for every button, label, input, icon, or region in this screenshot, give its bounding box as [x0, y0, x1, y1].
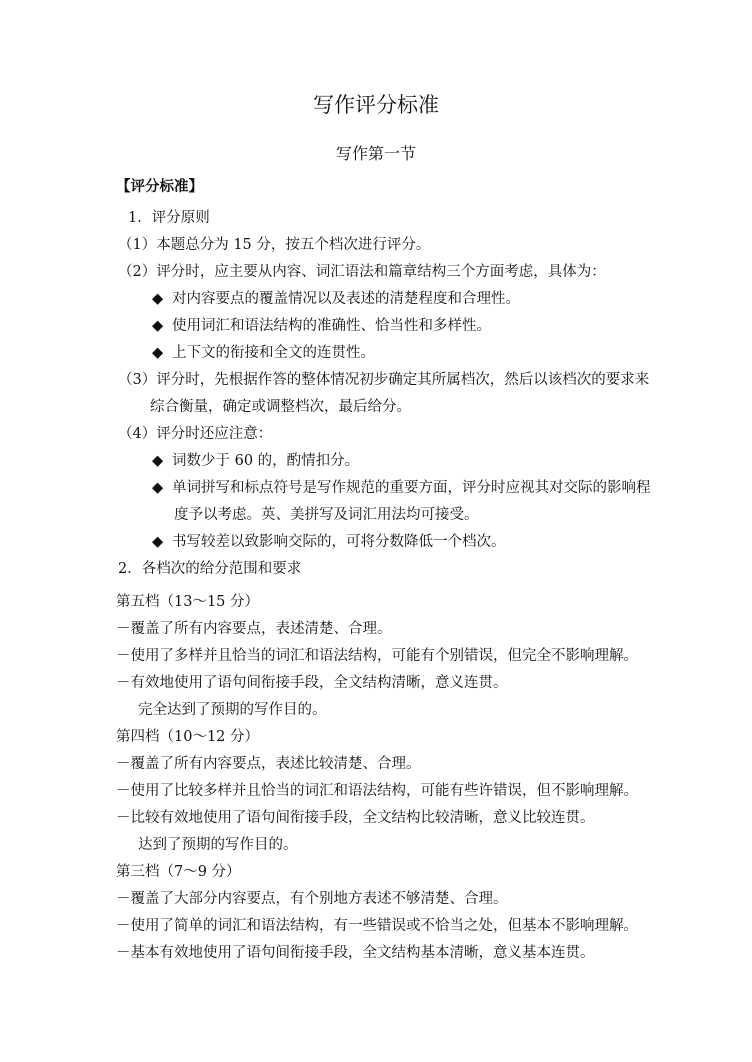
diamond-bullet-icon: ◆ — [152, 345, 164, 361]
section-header: 【评分标准】 — [116, 179, 203, 195]
grade5-line: －使用了多样并且恰当的词汇和语法结构，可能有个别错误，但完全不影响理解。 — [116, 648, 638, 664]
grade4-line: －比较有效地使用了语句间衔接手段，全文结构比较清晰，意义比较连贯。 — [116, 810, 595, 826]
grade5-summary: 完全达到了预期的写作目的。 — [138, 702, 327, 718]
list-item: ◆ 单词拼写和标点符号是写作规范的重要方面，评分时应视其对交际的影响程 — [152, 477, 651, 499]
diamond-bullet-icon: ◆ — [152, 453, 164, 469]
grade3-heading: 第三档（7～9 分） — [116, 864, 241, 880]
grade4-line: －使用了比较多样并且恰当的词汇和语法结构，可能有些许错误，但不影响理解。 — [116, 783, 638, 799]
grade5-line: －有效地使用了语句间衔接手段，全文结构清晰，意义连贯。 — [116, 675, 508, 691]
principles-heading: 1．评分原则 — [128, 210, 210, 226]
principle-item-3: （3）评分时，先根据作答的整体情况初步确定其所属档次，然后以该档次的要求来 — [118, 372, 650, 388]
list-item-continuation: 度予以考虑。英、美拼写及词汇用法均可接受。 — [174, 507, 479, 523]
list-item: ◆ 使用词汇和语法结构的准确性、恰当性和多样性。 — [152, 315, 491, 337]
diamond-bullet-icon: ◆ — [152, 291, 164, 307]
grades-heading: 2．各档次的给分范围和要求 — [118, 561, 302, 577]
grade4-line: －覆盖了所有内容要点，表述比较清楚、合理。 — [116, 756, 421, 772]
diamond-bullet-icon: ◆ — [152, 480, 164, 496]
principle-item-2: （2）评分时，应主要从内容、词汇语法和篇章结构三个方面考虑，具体为： — [118, 264, 606, 280]
page-subtitle: 写作第一节 — [335, 144, 416, 163]
page-title: 写作评分标准 — [313, 93, 439, 117]
principle-item-3-continuation: 综合衡量，确定或调整档次，最后给分。 — [150, 399, 411, 415]
principle-item-1: （1）本题总分为 15 分，按五个档次进行评分。 — [118, 237, 431, 253]
grade4-summary: 达到了预期的写作目的。 — [138, 837, 298, 853]
grade4-heading: 第四档（10～12 分） — [116, 729, 260, 745]
grade3-line: －使用了简单的词汇和语法结构，有一些错误或不恰当之处，但基本不影响理解。 — [116, 918, 638, 934]
list-item: ◆ 书写较差以致影响交际的，可将分数降低一个档次。 — [152, 531, 506, 553]
list-item: ◆ 对内容要点的覆盖情况以及表述的清楚程度和合理性。 — [152, 288, 520, 310]
diamond-bullet-icon: ◆ — [152, 318, 164, 334]
grade5-line: －覆盖了所有内容要点，表述清楚、合理。 — [116, 621, 392, 637]
list-item: ◆ 上下文的衔接和全文的连贯性。 — [152, 342, 375, 364]
diamond-bullet-icon: ◆ — [152, 534, 164, 550]
grade3-line: －基本有效地使用了语句间衔接手段，全文结构基本清晰，意义基本连贯。 — [116, 945, 595, 961]
grade3-line: －覆盖了大部分内容要点，有个别地方表述不够清楚、合理。 — [116, 891, 508, 907]
grade5-heading: 第五档（13～15 分） — [116, 594, 260, 610]
list-item: ◆ 词数少于 60 的，酌情扣分。 — [152, 450, 359, 472]
principle-item-4: （4）评分时还应注意： — [118, 426, 273, 442]
